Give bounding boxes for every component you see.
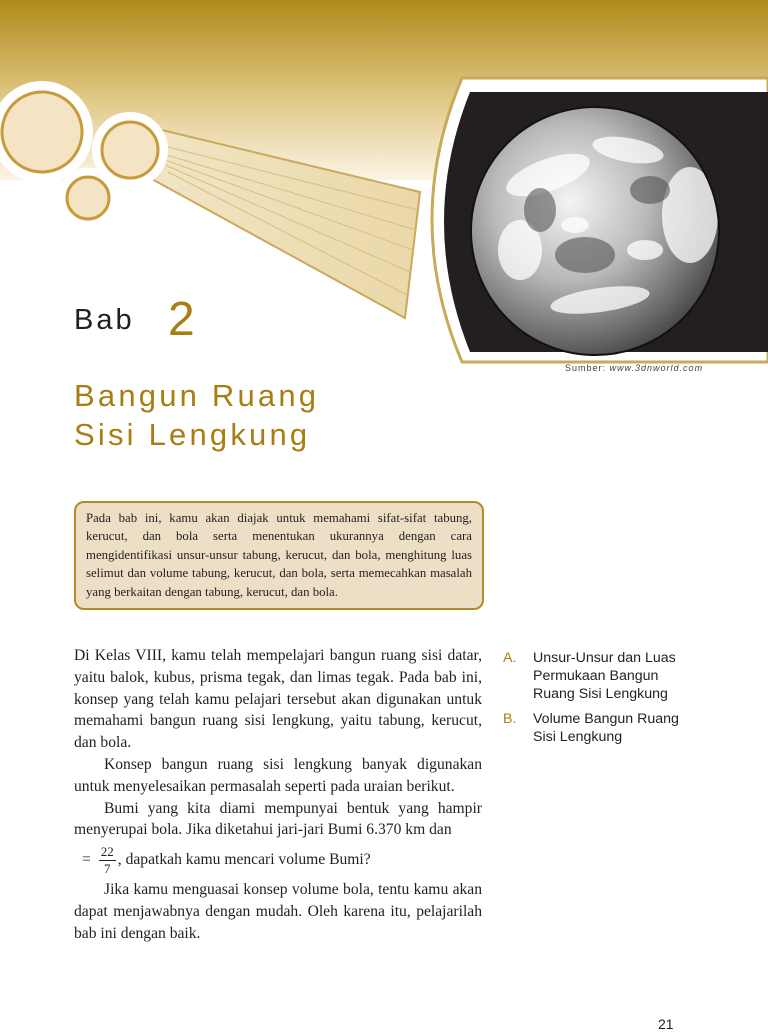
fraction-denominator: 7 [104,860,111,876]
paragraph-2: Konsep bangun ruang sisi lengkung banyak digunakan untuk menyelesaikan permasalah seperti pada uraian berikut. [74,755,482,795]
intro-box: Pada bab ini, kamu akan diajak untuk memahami sifat-sifat tabung, kerucut, dan bola serta menentukan ukurannya dengan cara mengidentifikasi unsur-unsur tabung, kerucut, dan bola, menghitung luas selimut dan volume tabung, kerucut, dan bola, serta memecahkan masalah yang berkaitan dengan tabung, kerucut, dan bola. [74,501,484,610]
outline-item[interactable] [503,711,693,747]
paragraph-3: Bumi yang kita diami mempunyai bentuk yang hampir menyerupai bola. Jika diketahui jari-jari Bumi 6.370 km dan [74,799,482,839]
fraction [99,845,116,876]
outline-letter: B. [503,711,517,728]
outline-letter: A. [503,650,517,666]
outline-item[interactable] [503,650,693,703]
paragraph-4: Jika kamu menguasai konsep volume bola, tentu kamu akan dapat menjawabnya dengan mudah. Oleh karena itu, pelajarilah bab ini dengan baik. [74,881,482,942]
chapter-outline [503,650,693,755]
formula-rest: , dapatkah kamu mencari volume Bumi? [117,851,371,869]
page-number: 21 [658,1016,674,1032]
source-site: www.3dnworld.com [609,363,704,373]
earth-photo [471,107,719,355]
source-label: Sumber: [565,363,607,373]
chapter-label: Bab [74,304,135,336]
chapter-title-line-1: Bangun Ruang [74,378,320,413]
body-text [74,645,482,945]
outline-text: Unsur-Unsur dan Luas Permukaan Bangun Ruang Sisi Lengkung [533,650,676,702]
fraction-numerator: 22 [100,843,114,859]
chapter-title-line-2: Sisi Lengkung [74,417,311,452]
image-source [565,363,703,373]
chapter-title [74,376,319,454]
outline-text: Volume Bangun Ruang Sisi Lengkung [533,711,679,746]
paragraph-1: Di Kelas VIII, kamu telah mempelajari bangun ruang sisi datar, yaitu balok, kubus, prisma tegak, dan limas tegak. Pada bab ini, konsep yang telah kamu pelajari tersebut akan digunakan untuk memahami bangun ruang sisi lengkung, yaitu tabung, kerucut, dan bola. [74,647,482,752]
formula-line [82,841,482,879]
chapter-number: 2 [168,293,195,346]
formula-equals: = [82,851,91,869]
